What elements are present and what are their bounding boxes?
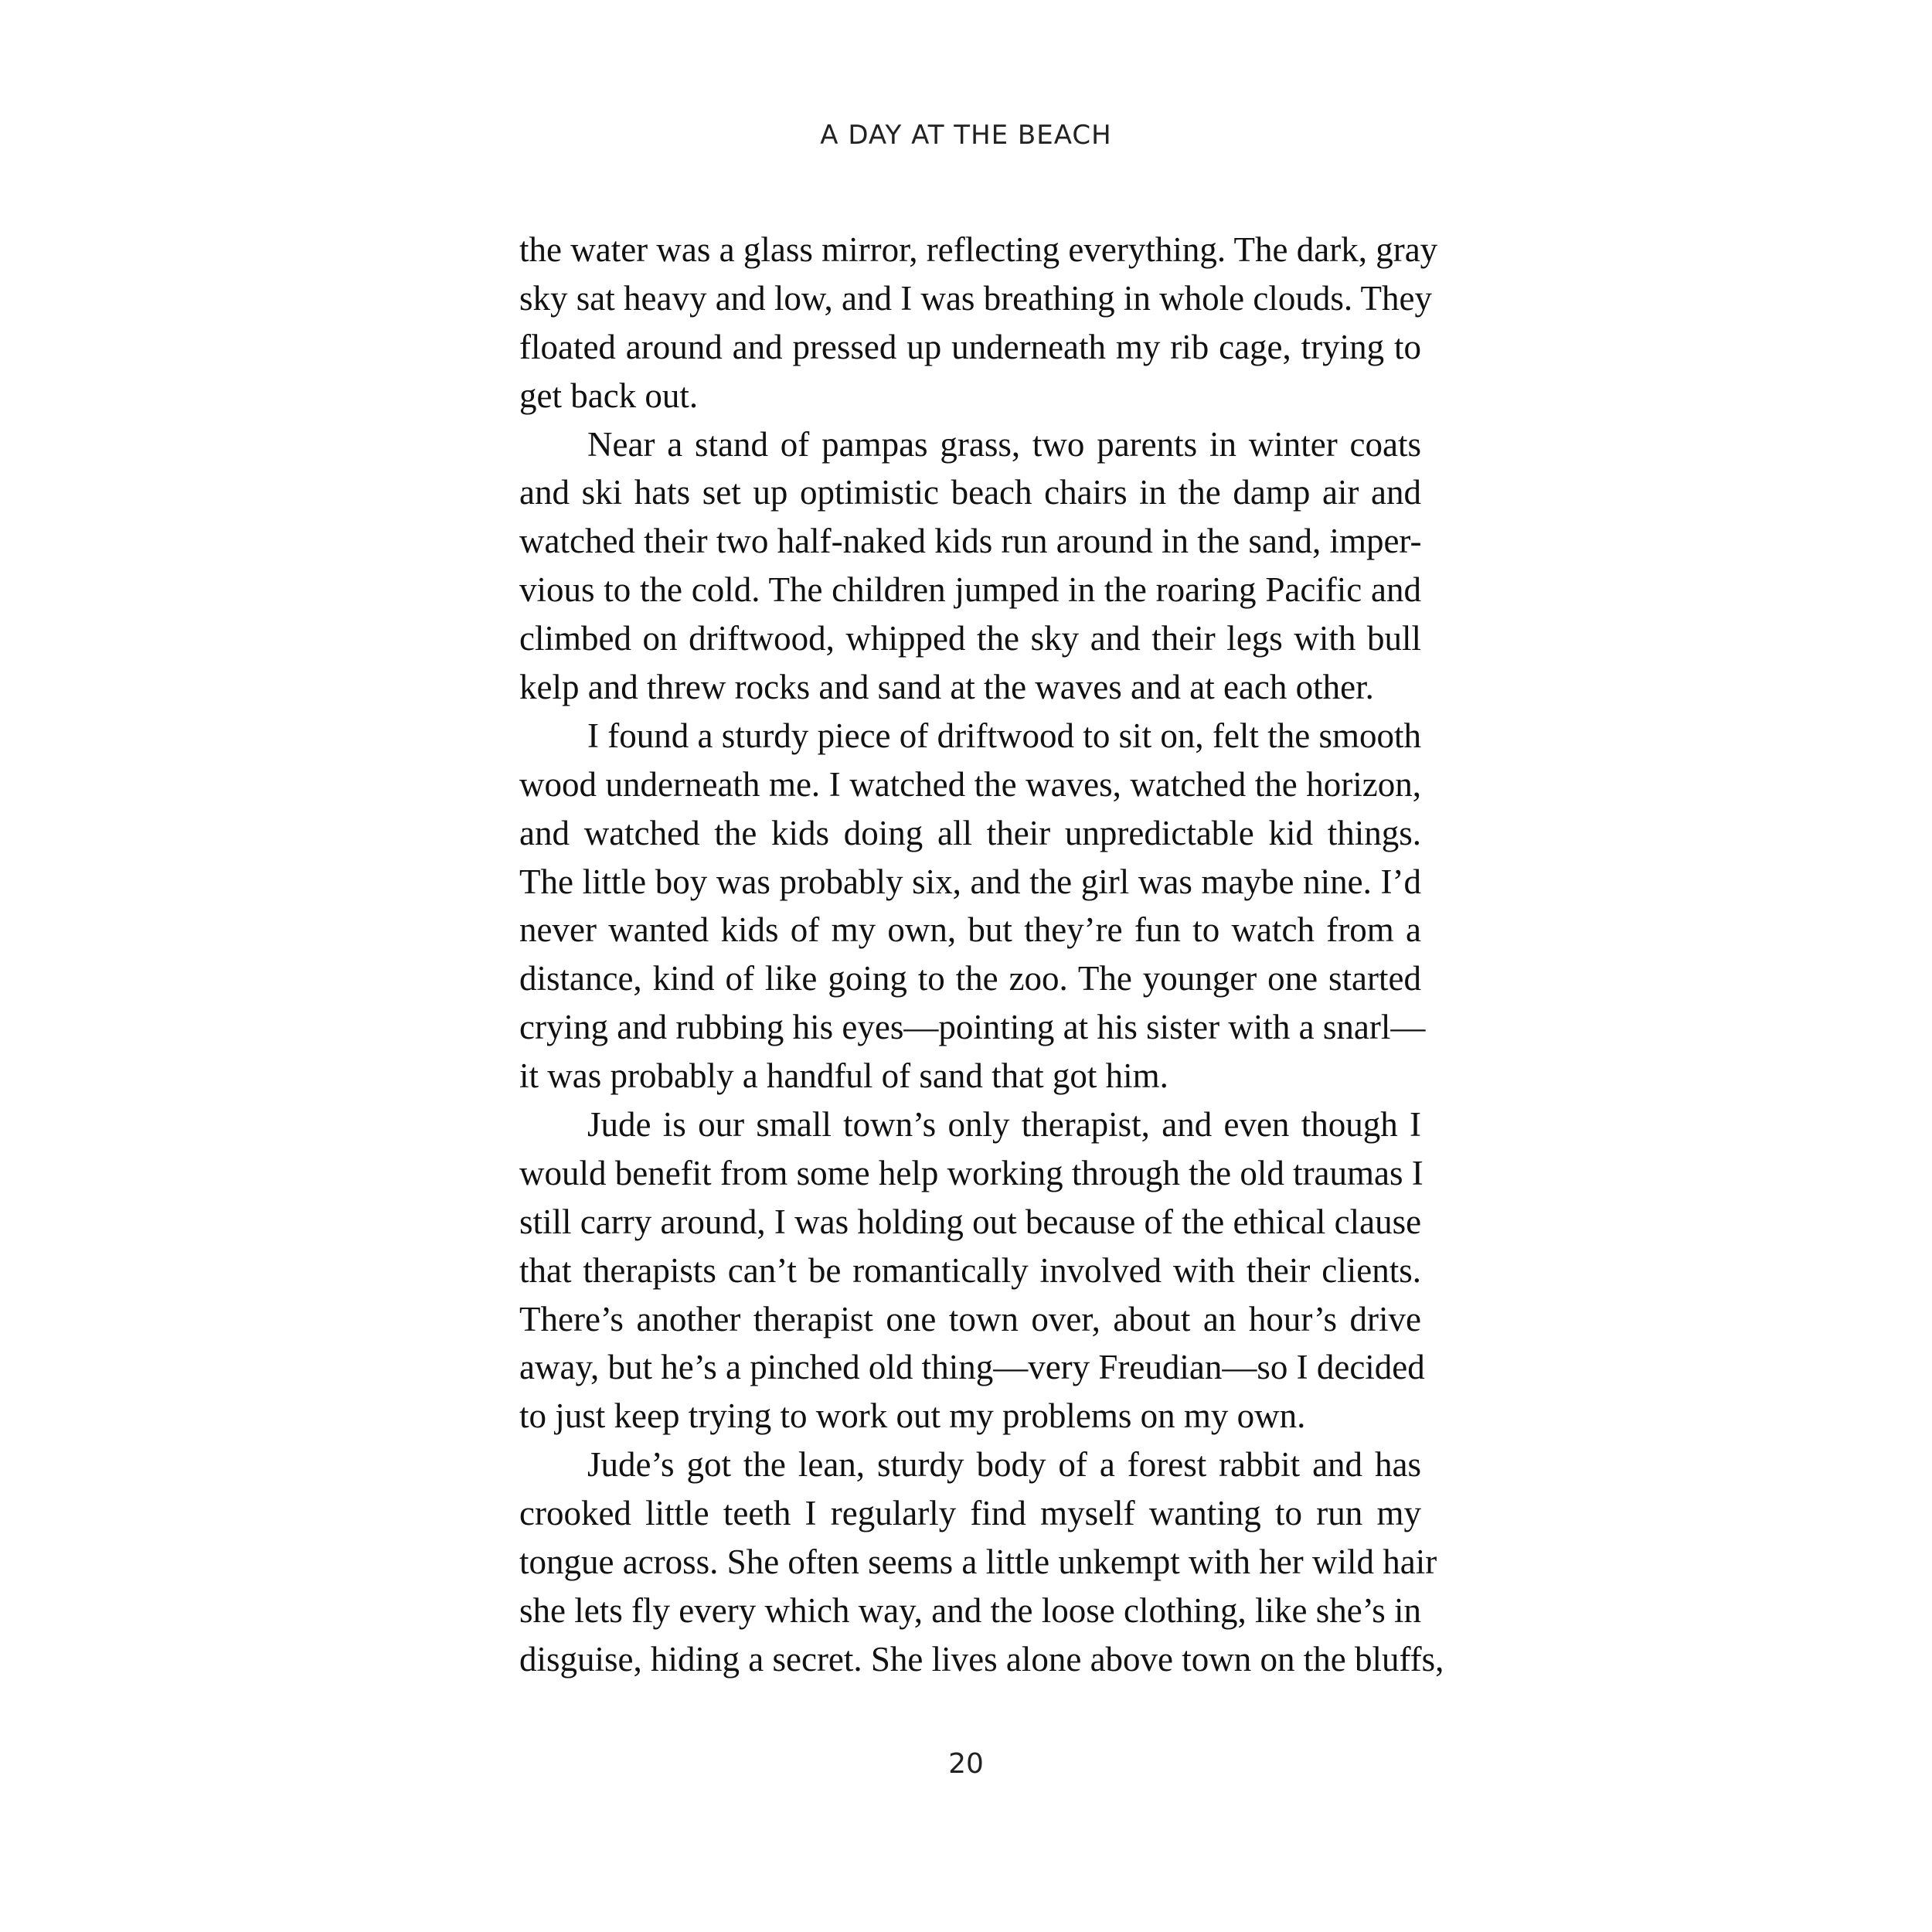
text-line: watched their two half-naked kids run around in the sand, imper- (519, 522, 1422, 561)
text-line: and watched the kids doing all their unpredictable kid things. (519, 813, 1421, 852)
text-line: get back out. (519, 376, 699, 415)
text-line: crying and rubbing his eyes—pointing at his sister with a snarl— (519, 1008, 1426, 1047)
text-line: to just keep trying to work out my problems on my own. (519, 1396, 1306, 1436)
text-line: it was probably a handful of sand that got him. (519, 1056, 1168, 1096)
text-line: wood underneath me. I watched the waves, watched the horizon, (519, 764, 1421, 804)
text-line: still carry around, I was holding out because of the ethical clause (519, 1202, 1422, 1241)
text-line: There’s another therapist one town over, about an hour’s drive (519, 1299, 1421, 1338)
text-line: tongue across. She often seems a little unkempt with her wild hair (519, 1543, 1437, 1582)
text-line: kelp and threw rocks and sand at the waves and at each other. (519, 668, 1374, 707)
text-line: sky sat heavy and low, and I was breathing in whole clouds. They (519, 278, 1432, 318)
text-line: Jude is our small town’s only therapist, and even though I (587, 1105, 1421, 1145)
text-line: distance, kind of like going to the zoo. The younger one started (519, 959, 1421, 998)
text-line: The little boy was probably six, and the girl was maybe nine. I’d (519, 862, 1421, 901)
text-line: never wanted kids of my own, but they’re fun to watch from a (519, 910, 1421, 950)
text-line: disguise, hiding a secret. She lives alone above town on the bluffs, (519, 1639, 1444, 1679)
text-line: the water was a glass mirror, reflecting everything. The dark, gray (519, 230, 1438, 269)
text-line: that therapists can’t be romantically involved with their clients. (519, 1250, 1421, 1290)
text-line: vious to the cold. The children jumped in the roaring Pacific and (519, 570, 1421, 610)
text-line: Jude’s got the lean, sturdy body of a forest rabbit and has (587, 1445, 1421, 1485)
text-line: Near a stand of pampas grass, two parents in winter coats (587, 424, 1421, 464)
text-line: would benefit from some help working through the old traumas I (519, 1153, 1423, 1192)
text-line: away, but he’s a pinched old thing—very Freudian—so I decided (519, 1348, 1425, 1387)
text-line: and ski hats set up optimistic beach chairs in the damp air and (519, 473, 1421, 512)
text-line: floated around and pressed up underneath my rib cage, trying to (519, 327, 1421, 366)
text-line: I found a sturdy piece of driftwood to sit on, felt the smooth (587, 716, 1421, 755)
body-text (519, 226, 1444, 1684)
text-line: climbed on driftwood, whipped the sky and their legs with bull (519, 619, 1421, 658)
text-line: crooked little teeth I regularly find myself wanting to run my (519, 1494, 1421, 1533)
running-head: A DAY AT THE BEACH (820, 120, 1112, 151)
text-line: she lets fly every which way, and the loose clothing, like she’s in (519, 1590, 1421, 1630)
page-number: 20 (948, 1748, 984, 1780)
